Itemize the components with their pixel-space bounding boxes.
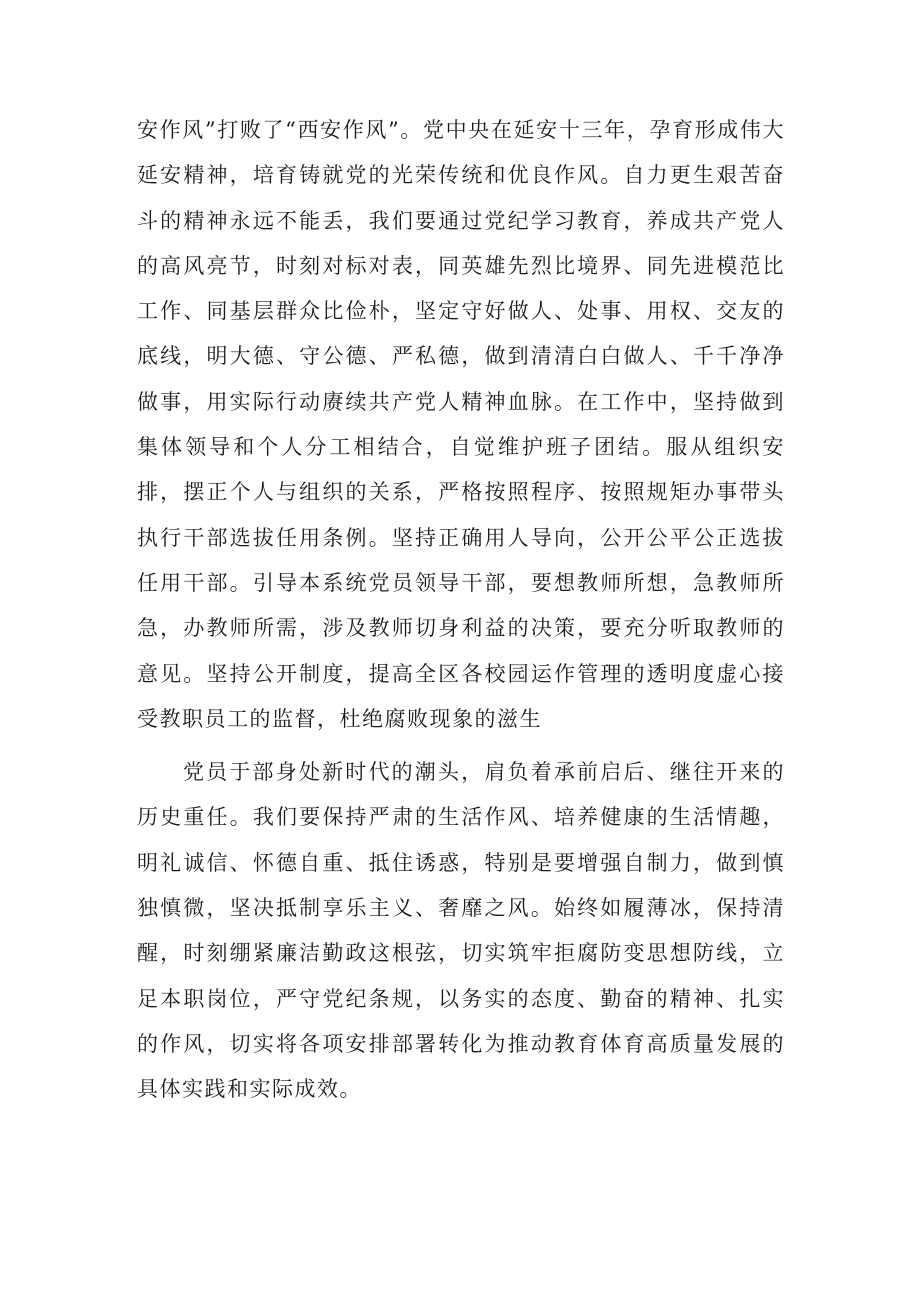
paragraph-2: 党员于部身处新时代的潮头，肩负着承前启后、继往开来的历史重任。我们要保持严肃的生活作风、培养健康的生活情趣，明礼诚信、怀德自重、抵住诱惑，特别是要增强自制力，做到慎独慎微，坚决抵制享乐主义、奢靡之风。始终如履薄冰，保持清醒，时刻绷紧廉洁勤政这根弦，切实筑牢拒腐防变思想防线，立足本职岗位，严守党纪条规，以务实的态度、勤奋的精神、扎实的作风，切实将各项安排部署转化为推动教育体育高质量发展的具体实践和实际成效。 (137, 760, 785, 1102)
paragraph-1: 安作风”打败了“西安作风”。党中央在延安十三年，孕育形成伟大延安精神，培育铸就党的光荣传统和优良作风。自力更生艰苦奋斗的精神永远不能丢，我们要通过党纪学习教育，养成共产党人的高风亮节，时刻对标对表，同英雄先烈比境界、同先进模范比工作、同基层群众比俭朴，坚定守好做人、处事、用权、交友的底线，明大德、守公德、严私德，做到清清白白做人、千千净净做事，用实际行动赓续共产党人精神血脉。在工作中，坚持做到集体领导和个人分工相结合，自觉维护班子团结。服从组织安排，摆正个人与组织的关系，严格按照程序、按照规矩办事带头执行干部选拔任用条例。坚持正确用人导向，公开公平公正选拔任用干部。引导本系统党员领导干部，要想教师所想，急教师所急，办教师所需，涉及教师切身利益的决策，要充分听取教师的意见。坚持公开制度，提高全区各校园运作管理的透明度虚心接受教职员工的监督，杜绝腐败现象的滋生 (137, 118, 785, 731)
document-body (137, 108, 785, 1113)
